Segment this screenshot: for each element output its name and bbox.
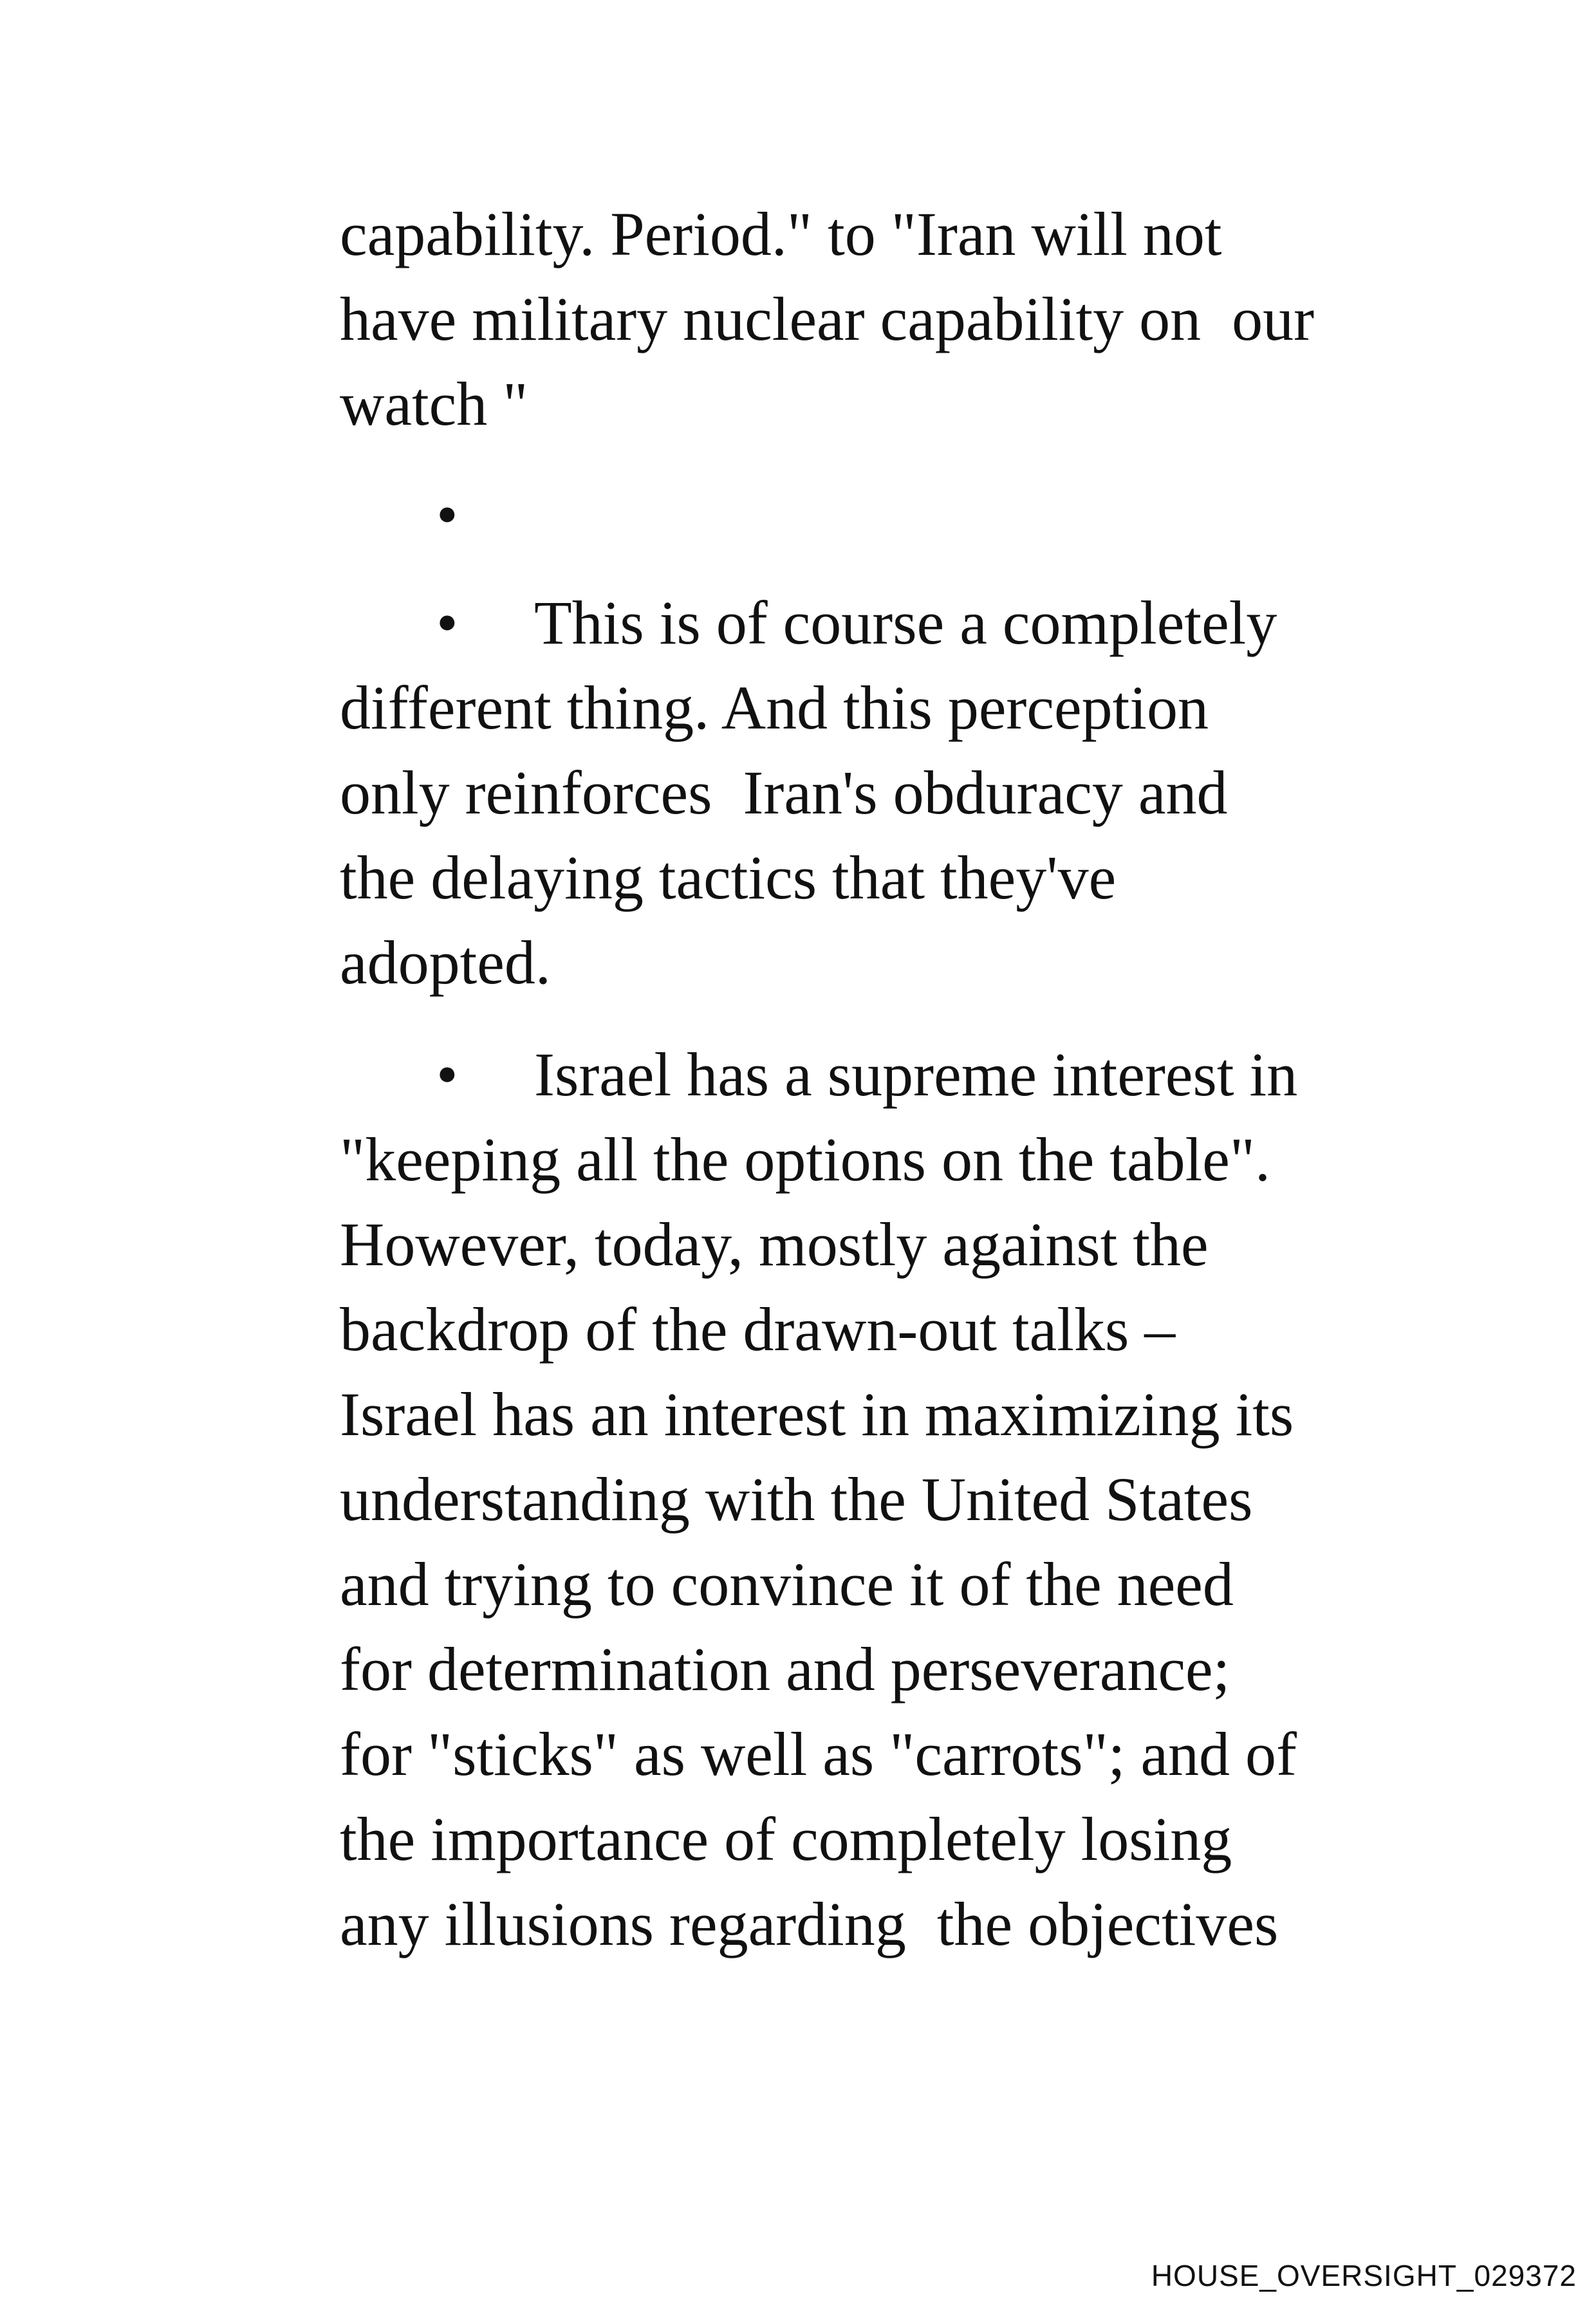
bullet-icon: • xyxy=(436,480,458,549)
text-line: the delaying tactics that they've xyxy=(340,843,1117,912)
empty-bullet-item xyxy=(340,472,1369,557)
bullet-first-line: Israel has a supreme interest in xyxy=(534,1040,1298,1109)
document-body xyxy=(340,192,1369,1967)
text-line: Israel has an interest in maximizing its xyxy=(340,1380,1294,1449)
bullet-first-line: This is of course a completely xyxy=(534,588,1277,657)
text-line: the importance of completely losing xyxy=(340,1805,1232,1873)
text-line: have military nuclear capability on our xyxy=(340,284,1315,353)
text-line: However, today, mostly against the xyxy=(340,1210,1209,1279)
bullet-icon: • xyxy=(436,1040,458,1109)
text-line: any illusions regarding the objectives xyxy=(340,1889,1279,1958)
text-line: only reinforces Iran's obduracy and xyxy=(340,758,1228,827)
text-line: backdrop of the drawn-out talks – xyxy=(340,1295,1176,1364)
text-line: watch " xyxy=(340,369,528,438)
text-line: different thing. And this perception xyxy=(340,673,1209,742)
text-line: and trying to convince it of the need xyxy=(340,1550,1234,1619)
bullet-icon: • xyxy=(436,588,458,657)
text-line: adopted. xyxy=(340,928,551,997)
text-line: "keeping all the options on the table". xyxy=(340,1125,1271,1194)
bullet-item-2 xyxy=(340,1032,1369,1117)
text-line: capability. Period." to "Iran will not xyxy=(340,200,1222,268)
document-id-stamp: HOUSE_OVERSIGHT_029372 xyxy=(1151,2259,1577,2292)
bullet-item-1 xyxy=(340,580,1369,665)
text-line: for determination and perseverance; xyxy=(340,1635,1230,1703)
text-line: for "sticks" as well as "carrots"; and of xyxy=(340,1720,1297,1788)
text-line: understanding with the United States xyxy=(340,1465,1253,1534)
